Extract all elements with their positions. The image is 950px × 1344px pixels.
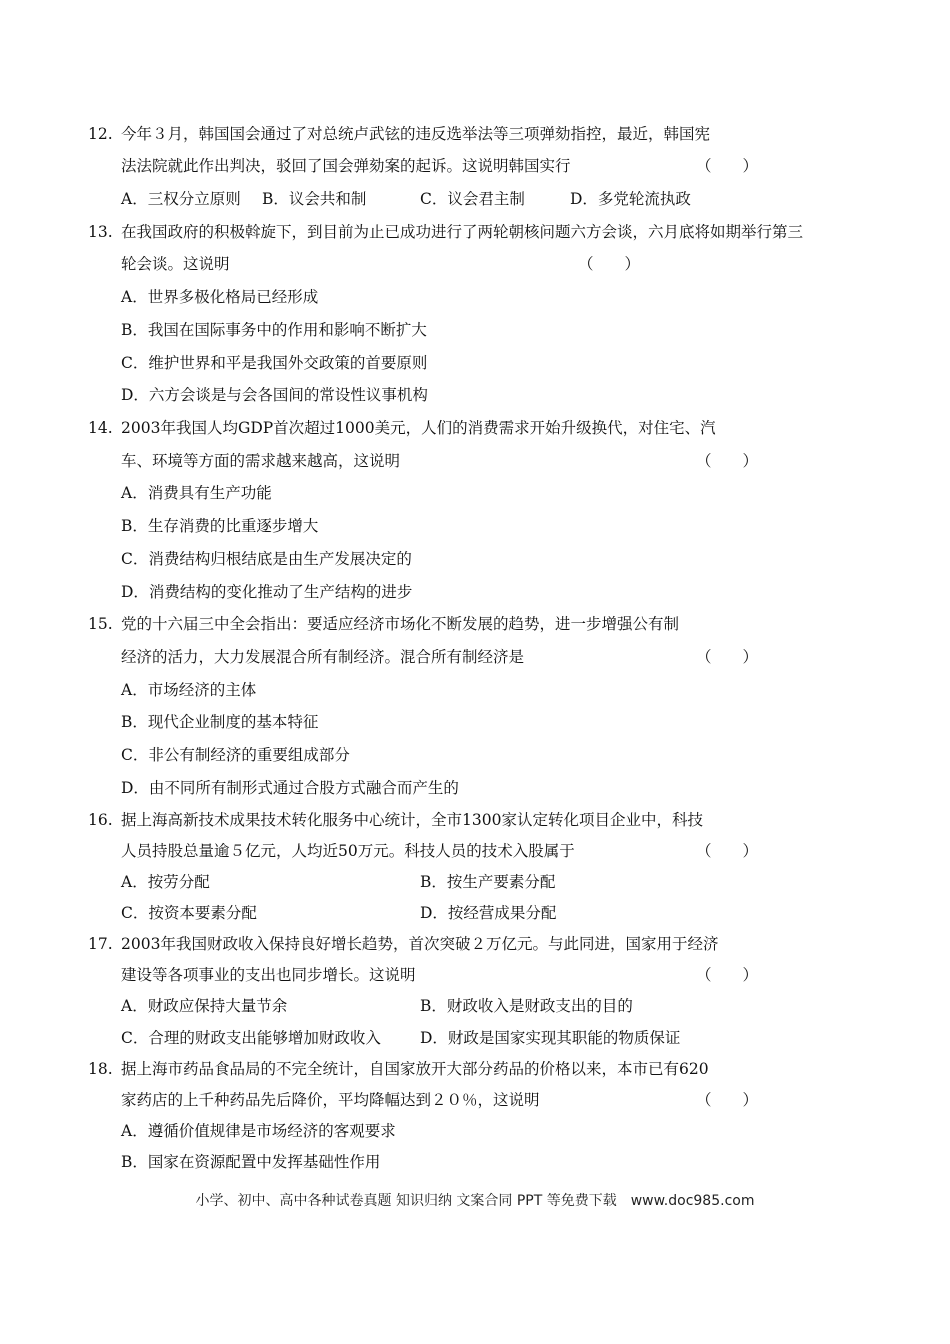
question-number: 14. (88, 419, 113, 437)
option-c: C．合理的财政支出能够增加财政收入 (121, 1029, 381, 1047)
option-b: B．财政收入是财政支出的目的 (420, 997, 633, 1015)
question-text-line: 2003年我国财政收入保持良好增长趋势，首次突破２万亿元。与此同进，国家用于经济 (121, 935, 719, 953)
question-number: 16. (88, 811, 113, 829)
question-number: 18. (88, 1060, 113, 1078)
answer-bracket: （ ） (696, 157, 759, 175)
option-a: A．遵循价值规律是市场经济的客观要求 (121, 1122, 396, 1140)
option-a: A．三权分立原则 (121, 190, 241, 208)
option-a: A．世界多极化格局已经形成 (121, 288, 319, 306)
question-text-line: 经济的活力，大力发展混合所有制经济。混合所有制经济是 (121, 648, 525, 666)
option-d: D．多党轮流执政 (570, 190, 691, 208)
option-d: D．由不同所有制形式通过合股方式融合而产生的 (121, 779, 459, 797)
question-text-line: 党的十六届三中全会指出：要适应经济市场化不断发展的趋势，进一步增强公有制 (121, 615, 680, 633)
option-b: B．现代企业制度的基本特征 (121, 713, 319, 731)
question-text-line: 人员持股总量逾５亿元，人均近50万元。科技人员的技术入股属于 (121, 842, 575, 860)
question-number: 17. (88, 935, 113, 953)
answer-bracket: （ ） (696, 452, 759, 470)
option-d: D．消费结构的变化推动了生产结构的进步 (121, 583, 413, 601)
option-c: C．非公有制经济的重要组成部分 (121, 746, 350, 764)
question-text-line: 轮会谈。这说明 (121, 255, 230, 273)
option-c: C．议会君主制 (420, 190, 525, 208)
question-text-line: 建设等各项事业的支出也同步增长。这说明 (121, 966, 416, 984)
question-number: 12. (88, 125, 113, 143)
question-number: 13. (88, 223, 113, 241)
option-b: B．我国在国际事务中的作用和影响不断扩大 (121, 321, 427, 339)
answer-bracket: （ ） (696, 842, 759, 860)
question-text-line: 今年３月，韩国国会通过了对总统卢武铉的违反选举法等三项弹劾指控，最近，韩国宪 (121, 125, 711, 143)
option-d: D．财政是国家实现其职能的物质保证 (420, 1029, 681, 1047)
option-b: B．按生产要素分配 (420, 873, 556, 891)
option-a: A．按劳分配 (121, 873, 210, 891)
question-text-line: 2003年我国人均GDP首次超过1000美元，人们的消费需求开始升级换代，对住宅、汽 (121, 419, 716, 437)
answer-bracket: （ ） (696, 966, 759, 984)
option-a: A．财政应保持大量节余 (121, 997, 288, 1015)
option-b: B．生存消费的比重逐步增大 (121, 517, 319, 535)
option-d: D．六方会谈是与会各国间的常设性议事机构 (121, 386, 428, 404)
question-text-line: 车、环境等方面的需求越来越高，这说明 (121, 452, 401, 470)
question-text-line: 据上海市药品食品局的不完全统计，自国家放开大部分药品的价格以来，本市已有620 (121, 1060, 709, 1078)
option-b: B．国家在资源配置中发挥基础性作用 (121, 1153, 381, 1171)
option-c: C．按资本要素分配 (121, 904, 257, 922)
option-d: D．按经营成果分配 (420, 904, 557, 922)
question-number: 15. (88, 615, 113, 633)
option-a: A．市场经济的主体 (121, 681, 257, 699)
question-text-line: 据上海高新技术成果技术转化服务中心统计，全市1300家认定转化项目企业中，科技 (121, 811, 703, 829)
answer-bracket: （ ） (696, 648, 759, 666)
page-footer: 小学、初中、高中各种试卷真题 知识归纳 文案合同 PPT 等免费下载 www.doc985.com (195, 1193, 755, 1209)
option-c: C．维护世界和平是我国外交政策的首要原则 (121, 354, 428, 372)
answer-bracket: （ ） (696, 1091, 759, 1109)
answer-bracket: （ ） (578, 255, 641, 273)
question-text-line: 法法院就此作出判决，驳回了国会弹劾案的起诉。这说明韩国实行 (121, 157, 571, 175)
option-b: B．议会共和制 (262, 190, 367, 208)
question-text-line: 在我国政府的积极斡旋下，到目前为止已成功进行了两轮朝核问题六方会谈，六月底将如期举行第三 (121, 223, 804, 241)
question-text-line: 家药店的上千种药品先后降价，平均降幅达到２０％，这说明 (121, 1091, 540, 1109)
option-c: C．消费结构归根结底是由生产发展决定的 (121, 550, 412, 568)
option-a: A．消费具有生产功能 (121, 484, 272, 502)
